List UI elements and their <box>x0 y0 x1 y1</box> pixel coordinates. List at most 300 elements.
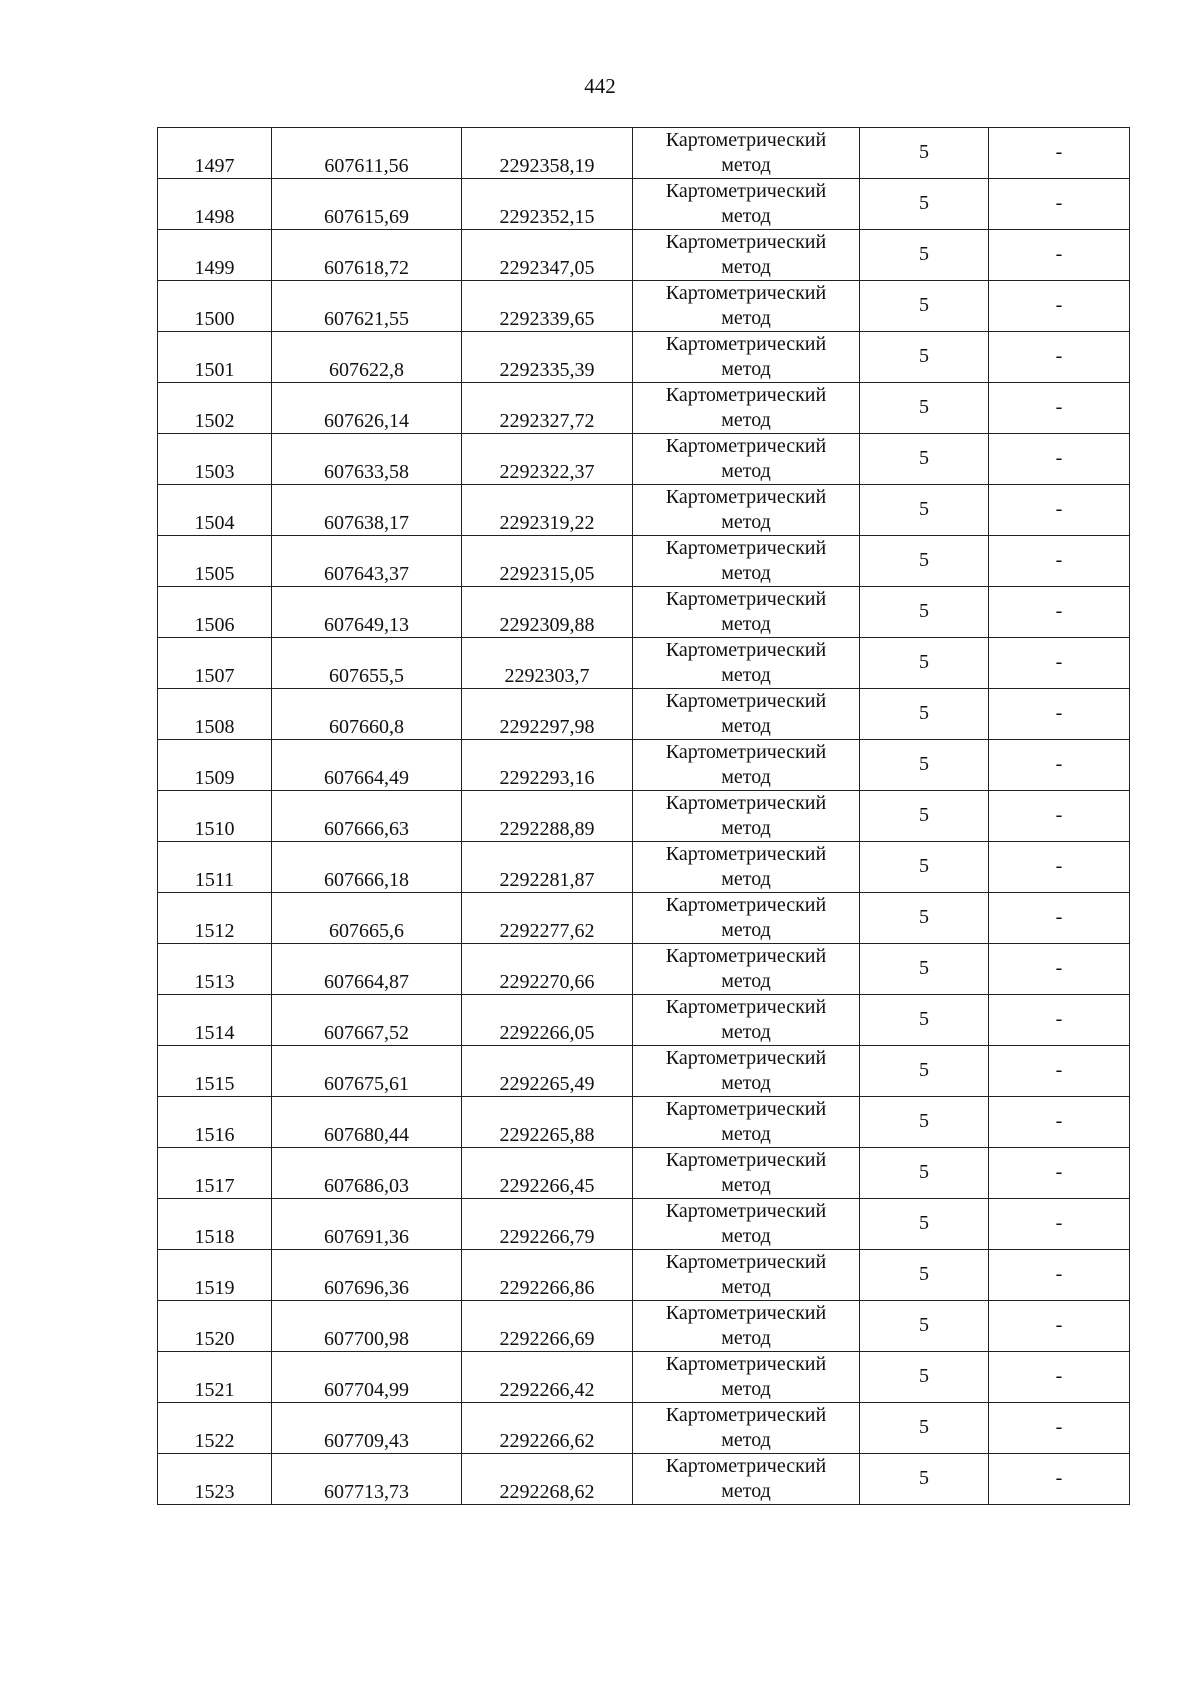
method-line-1: Картометрический <box>665 945 827 967</box>
note-cell <box>989 1046 1130 1097</box>
note-text: - <box>1055 650 1063 673</box>
method-line-2: метод <box>721 1378 771 1400</box>
method-line-2: метод <box>721 358 771 380</box>
precision-text: 5 <box>919 1160 929 1183</box>
y-coordinate-cell: 2292266,79 <box>462 1199 633 1250</box>
method-cell <box>633 740 860 791</box>
note-text: - <box>1055 446 1063 469</box>
table-row <box>158 434 1130 485</box>
table-row <box>158 1454 1130 1505</box>
note-cell <box>989 1097 1130 1148</box>
y-coordinate-cell: 2292268,62 <box>462 1454 633 1505</box>
y-coordinate-cell: 2292266,62 <box>462 1403 633 1454</box>
method-line-2: метод <box>721 205 771 227</box>
method-cell <box>633 1250 860 1301</box>
note-text: - <box>1055 395 1063 418</box>
method-line-2: метод <box>721 868 771 890</box>
precision-text: 5 <box>919 701 929 724</box>
method-line-1: Картометрический <box>665 1149 827 1171</box>
x-coordinate-cell: 607665,6 <box>272 893 462 944</box>
point-number-cell: 1520 <box>158 1301 272 1352</box>
note-text: - <box>1055 497 1063 520</box>
note-text: - <box>1055 191 1063 214</box>
method-line-2: метод <box>721 409 771 431</box>
method-line-1: Картометрический <box>665 1098 827 1120</box>
point-number-cell: 1523 <box>158 1454 272 1505</box>
table-row <box>158 1046 1130 1097</box>
note-text: - <box>1055 905 1063 928</box>
point-number-cell: 1522 <box>158 1403 272 1454</box>
y-coordinate-cell: 2292352,15 <box>462 179 633 230</box>
precision-cell <box>860 1454 989 1505</box>
precision-cell <box>860 1301 989 1352</box>
precision-cell <box>860 383 989 434</box>
note-text: - <box>1055 1007 1063 1030</box>
table-row <box>158 1148 1130 1199</box>
method-line-1: Картометрический <box>665 486 827 508</box>
method-line-2: метод <box>721 919 771 941</box>
precision-text: 5 <box>919 191 929 214</box>
x-coordinate-cell: 607626,14 <box>272 383 462 434</box>
method-cell <box>633 1352 860 1403</box>
method-line-2: метод <box>721 664 771 686</box>
table-row <box>158 281 1130 332</box>
method-cell <box>633 944 860 995</box>
precision-text: 5 <box>919 956 929 979</box>
y-coordinate-cell: 2292265,49 <box>462 1046 633 1097</box>
method-line-1: Картометрический <box>665 741 827 763</box>
method-line-1: Картометрический <box>665 1302 827 1324</box>
method-line-2: метод <box>721 1072 771 1094</box>
note-text: - <box>1055 1313 1063 1336</box>
x-coordinate-cell: 607680,44 <box>272 1097 462 1148</box>
method-cell <box>633 230 860 281</box>
table-row <box>158 944 1130 995</box>
note-cell <box>989 1403 1130 1454</box>
x-coordinate-cell: 607615,69 <box>272 179 462 230</box>
precision-text: 5 <box>919 1007 929 1030</box>
table-row <box>158 332 1130 383</box>
method-line-2: метод <box>721 1480 771 1502</box>
precision-text: 5 <box>919 140 929 163</box>
point-number-cell: 1502 <box>158 383 272 434</box>
table-row <box>158 383 1130 434</box>
point-number-cell: 1521 <box>158 1352 272 1403</box>
method-cell <box>633 434 860 485</box>
note-cell <box>989 281 1130 332</box>
y-coordinate-cell: 2292335,39 <box>462 332 633 383</box>
x-coordinate-cell: 607649,13 <box>272 587 462 638</box>
method-cell <box>633 1046 860 1097</box>
note-cell <box>989 485 1130 536</box>
x-coordinate-cell: 607643,37 <box>272 536 462 587</box>
precision-text: 5 <box>919 1058 929 1081</box>
method-cell <box>633 281 860 332</box>
note-cell <box>989 995 1130 1046</box>
x-coordinate-cell: 607666,63 <box>272 791 462 842</box>
precision-cell <box>860 128 989 179</box>
method-cell <box>633 1148 860 1199</box>
table-row <box>158 536 1130 587</box>
method-line-2: метод <box>721 460 771 482</box>
coordinates-table <box>157 127 1130 1505</box>
precision-text: 5 <box>919 344 929 367</box>
point-number-cell: 1503 <box>158 434 272 485</box>
y-coordinate-cell: 2292303,7 <box>462 638 633 689</box>
x-coordinate-cell: 607621,55 <box>272 281 462 332</box>
precision-text: 5 <box>919 497 929 520</box>
y-coordinate-cell: 2292288,89 <box>462 791 633 842</box>
precision-cell <box>860 995 989 1046</box>
method-line-2: метод <box>721 715 771 737</box>
note-text: - <box>1055 752 1063 775</box>
method-cell <box>633 995 860 1046</box>
x-coordinate-cell: 607667,52 <box>272 995 462 1046</box>
table-row <box>158 485 1130 536</box>
point-number-cell: 1511 <box>158 842 272 893</box>
y-coordinate-cell: 2292347,05 <box>462 230 633 281</box>
y-coordinate-cell: 2292266,45 <box>462 1148 633 1199</box>
method-line-2: метод <box>721 562 771 584</box>
point-number-cell: 1500 <box>158 281 272 332</box>
point-number-cell: 1509 <box>158 740 272 791</box>
point-number-cell: 1497 <box>158 128 272 179</box>
x-coordinate-cell: 607664,87 <box>272 944 462 995</box>
precision-cell <box>860 434 989 485</box>
y-coordinate-cell: 2292293,16 <box>462 740 633 791</box>
precision-cell <box>860 1097 989 1148</box>
method-line-2: метод <box>721 1225 771 1247</box>
x-coordinate-cell: 607704,99 <box>272 1352 462 1403</box>
note-cell <box>989 128 1130 179</box>
x-coordinate-cell: 607713,73 <box>272 1454 462 1505</box>
method-line-2: метод <box>721 766 771 788</box>
method-line-1: Картометрический <box>665 792 827 814</box>
precision-cell <box>860 1046 989 1097</box>
note-cell <box>989 842 1130 893</box>
method-cell <box>633 1199 860 1250</box>
table-row <box>158 1301 1130 1352</box>
method-line-2: метод <box>721 1021 771 1043</box>
note-cell <box>989 740 1130 791</box>
precision-cell <box>860 536 989 587</box>
x-coordinate-cell: 607675,61 <box>272 1046 462 1097</box>
table-row <box>158 791 1130 842</box>
precision-cell <box>860 638 989 689</box>
method-cell <box>633 1403 860 1454</box>
precision-cell <box>860 230 989 281</box>
method-line-1: Картометрический <box>665 231 827 253</box>
point-number-cell: 1518 <box>158 1199 272 1250</box>
method-line-2: метод <box>721 1123 771 1145</box>
method-line-2: метод <box>721 613 771 635</box>
y-coordinate-cell: 2292358,19 <box>462 128 633 179</box>
note-cell <box>989 230 1130 281</box>
note-cell <box>989 1454 1130 1505</box>
point-number-cell: 1501 <box>158 332 272 383</box>
note-cell <box>989 383 1130 434</box>
x-coordinate-cell: 607664,49 <box>272 740 462 791</box>
precision-cell <box>860 689 989 740</box>
method-cell <box>633 1454 860 1505</box>
note-text: - <box>1055 1211 1063 1234</box>
y-coordinate-cell: 2292281,87 <box>462 842 633 893</box>
precision-cell <box>860 893 989 944</box>
table-row <box>158 842 1130 893</box>
method-cell <box>633 485 860 536</box>
precision-text: 5 <box>919 548 929 571</box>
note-cell <box>989 893 1130 944</box>
method-line-1: Картометрический <box>665 129 827 151</box>
note-text: - <box>1055 140 1063 163</box>
table-row <box>158 587 1130 638</box>
precision-text: 5 <box>919 1466 929 1489</box>
point-number-cell: 1516 <box>158 1097 272 1148</box>
y-coordinate-cell: 2292319,22 <box>462 485 633 536</box>
precision-text: 5 <box>919 752 929 775</box>
y-coordinate-cell: 2292266,86 <box>462 1250 633 1301</box>
method-line-1: Картометрический <box>665 180 827 202</box>
method-cell <box>633 842 860 893</box>
note-cell <box>989 1250 1130 1301</box>
table-row <box>158 740 1130 791</box>
note-text: - <box>1055 1466 1063 1489</box>
point-number-cell: 1505 <box>158 536 272 587</box>
x-coordinate-cell: 607700,98 <box>272 1301 462 1352</box>
table-row <box>158 128 1130 179</box>
method-line-2: метод <box>721 970 771 992</box>
precision-text: 5 <box>919 242 929 265</box>
method-cell <box>633 791 860 842</box>
method-line-2: метод <box>721 1174 771 1196</box>
precision-text: 5 <box>919 1109 929 1132</box>
note-text: - <box>1055 854 1063 877</box>
y-coordinate-cell: 2292315,05 <box>462 536 633 587</box>
method-line-1: Картометрический <box>665 384 827 406</box>
note-cell <box>989 791 1130 842</box>
note-cell <box>989 332 1130 383</box>
table-row <box>158 638 1130 689</box>
x-coordinate-cell: 607611,56 <box>272 128 462 179</box>
method-line-1: Картометрический <box>665 894 827 916</box>
note-text: - <box>1055 701 1063 724</box>
y-coordinate-cell: 2292266,42 <box>462 1352 633 1403</box>
precision-text: 5 <box>919 599 929 622</box>
note-text: - <box>1055 293 1063 316</box>
point-number-cell: 1498 <box>158 179 272 230</box>
method-line-1: Картометрический <box>665 333 827 355</box>
x-coordinate-cell: 607686,03 <box>272 1148 462 1199</box>
method-cell <box>633 587 860 638</box>
precision-cell <box>860 281 989 332</box>
precision-text: 5 <box>919 905 929 928</box>
method-cell <box>633 638 860 689</box>
precision-cell <box>860 179 989 230</box>
precision-text: 5 <box>919 854 929 877</box>
precision-cell <box>860 587 989 638</box>
precision-cell <box>860 842 989 893</box>
point-number-cell: 1519 <box>158 1250 272 1301</box>
note-text: - <box>1055 1160 1063 1183</box>
y-coordinate-cell: 2292266,05 <box>462 995 633 1046</box>
precision-cell <box>860 485 989 536</box>
method-line-2: метод <box>721 817 771 839</box>
point-number-cell: 1510 <box>158 791 272 842</box>
y-coordinate-cell: 2292322,37 <box>462 434 633 485</box>
method-line-1: Картометрический <box>665 1047 827 1069</box>
method-line-2: метод <box>721 1327 771 1349</box>
table-row <box>158 1199 1130 1250</box>
precision-cell <box>860 740 989 791</box>
note-cell <box>989 638 1130 689</box>
precision-cell <box>860 791 989 842</box>
note-text: - <box>1055 1262 1063 1285</box>
method-line-2: метод <box>721 511 771 533</box>
method-line-2: метод <box>721 1276 771 1298</box>
y-coordinate-cell: 2292297,98 <box>462 689 633 740</box>
method-line-1: Картометрический <box>665 1404 827 1426</box>
note-cell <box>989 1352 1130 1403</box>
x-coordinate-cell: 607633,58 <box>272 434 462 485</box>
point-number-cell: 1508 <box>158 689 272 740</box>
precision-text: 5 <box>919 650 929 673</box>
precision-text: 5 <box>919 1313 929 1336</box>
table-row <box>158 1097 1130 1148</box>
note-text: - <box>1055 1364 1063 1387</box>
note-text: - <box>1055 803 1063 826</box>
x-coordinate-cell: 607666,18 <box>272 842 462 893</box>
method-cell <box>633 689 860 740</box>
x-coordinate-cell: 607691,36 <box>272 1199 462 1250</box>
note-text: - <box>1055 1415 1063 1438</box>
method-cell <box>633 536 860 587</box>
method-cell <box>633 383 860 434</box>
note-cell <box>989 536 1130 587</box>
point-number-cell: 1512 <box>158 893 272 944</box>
page-number: 442 <box>584 74 616 98</box>
note-cell <box>989 434 1130 485</box>
table-row <box>158 179 1130 230</box>
method-line-1: Картометрический <box>665 588 827 610</box>
y-coordinate-cell: 2292266,69 <box>462 1301 633 1352</box>
note-cell <box>989 587 1130 638</box>
x-coordinate-cell: 607655,5 <box>272 638 462 689</box>
note-cell <box>989 179 1130 230</box>
point-number-cell: 1515 <box>158 1046 272 1097</box>
method-line-2: метод <box>721 307 771 329</box>
method-line-1: Картометрический <box>665 1251 827 1273</box>
x-coordinate-cell: 607696,36 <box>272 1250 462 1301</box>
table-row <box>158 1352 1130 1403</box>
method-line-1: Картометрический <box>665 843 827 865</box>
y-coordinate-cell: 2292277,62 <box>462 893 633 944</box>
precision-text: 5 <box>919 1211 929 1234</box>
note-text: - <box>1055 548 1063 571</box>
precision-cell <box>860 1403 989 1454</box>
note-text: - <box>1055 1058 1063 1081</box>
method-line-1: Картометрический <box>665 282 827 304</box>
method-line-1: Картометрический <box>665 537 827 559</box>
x-coordinate-cell: 607622,8 <box>272 332 462 383</box>
note-text: - <box>1055 242 1063 265</box>
note-text: - <box>1055 344 1063 367</box>
precision-cell <box>860 332 989 383</box>
precision-cell <box>860 944 989 995</box>
note-text: - <box>1055 956 1063 979</box>
point-number-cell: 1513 <box>158 944 272 995</box>
precision-text: 5 <box>919 293 929 316</box>
point-number-cell: 1514 <box>158 995 272 1046</box>
note-cell <box>989 1199 1130 1250</box>
method-line-1: Картометрический <box>665 1353 827 1375</box>
note-cell <box>989 1148 1130 1199</box>
point-number-cell: 1507 <box>158 638 272 689</box>
precision-text: 5 <box>919 803 929 826</box>
y-coordinate-cell: 2292309,88 <box>462 587 633 638</box>
method-cell <box>633 332 860 383</box>
precision-text: 5 <box>919 446 929 469</box>
table-row <box>158 893 1130 944</box>
method-line-1: Картометрический <box>665 639 827 661</box>
method-line-2: метод <box>721 1429 771 1451</box>
y-coordinate-cell: 2292327,72 <box>462 383 633 434</box>
table-row <box>158 230 1130 281</box>
note-cell <box>989 944 1130 995</box>
note-text: - <box>1055 599 1063 622</box>
method-line-1: Картометрический <box>665 996 827 1018</box>
note-text: - <box>1055 1109 1063 1132</box>
table-row <box>158 1250 1130 1301</box>
table-row <box>158 689 1130 740</box>
precision-cell <box>860 1352 989 1403</box>
precision-text: 5 <box>919 395 929 418</box>
note-cell <box>989 689 1130 740</box>
table-row <box>158 1403 1130 1454</box>
precision-text: 5 <box>919 1364 929 1387</box>
method-line-2: метод <box>721 154 771 176</box>
precision-text: 5 <box>919 1262 929 1285</box>
y-coordinate-cell: 2292270,66 <box>462 944 633 995</box>
x-coordinate-cell: 607660,8 <box>272 689 462 740</box>
point-number-cell: 1517 <box>158 1148 272 1199</box>
method-cell <box>633 128 860 179</box>
y-coordinate-cell: 2292339,65 <box>462 281 633 332</box>
method-cell <box>633 1301 860 1352</box>
point-number-cell: 1504 <box>158 485 272 536</box>
x-coordinate-cell: 607709,43 <box>272 1403 462 1454</box>
method-line-1: Картометрический <box>665 435 827 457</box>
method-line-2: метод <box>721 256 771 278</box>
precision-cell <box>860 1250 989 1301</box>
table-body <box>158 128 1130 1505</box>
method-line-1: Картометрический <box>665 1200 827 1222</box>
point-number-cell: 1499 <box>158 230 272 281</box>
point-number-cell: 1506 <box>158 587 272 638</box>
precision-cell <box>860 1148 989 1199</box>
x-coordinate-cell: 607618,72 <box>272 230 462 281</box>
table-row <box>158 995 1130 1046</box>
precision-cell <box>860 1199 989 1250</box>
x-coordinate-cell: 607638,17 <box>272 485 462 536</box>
method-cell <box>633 1097 860 1148</box>
precision-text: 5 <box>919 1415 929 1438</box>
note-cell <box>989 1301 1130 1352</box>
method-line-1: Картометрический <box>665 1455 827 1477</box>
method-line-1: Картометрический <box>665 690 827 712</box>
method-cell <box>633 893 860 944</box>
method-cell <box>633 179 860 230</box>
y-coordinate-cell: 2292265,88 <box>462 1097 633 1148</box>
